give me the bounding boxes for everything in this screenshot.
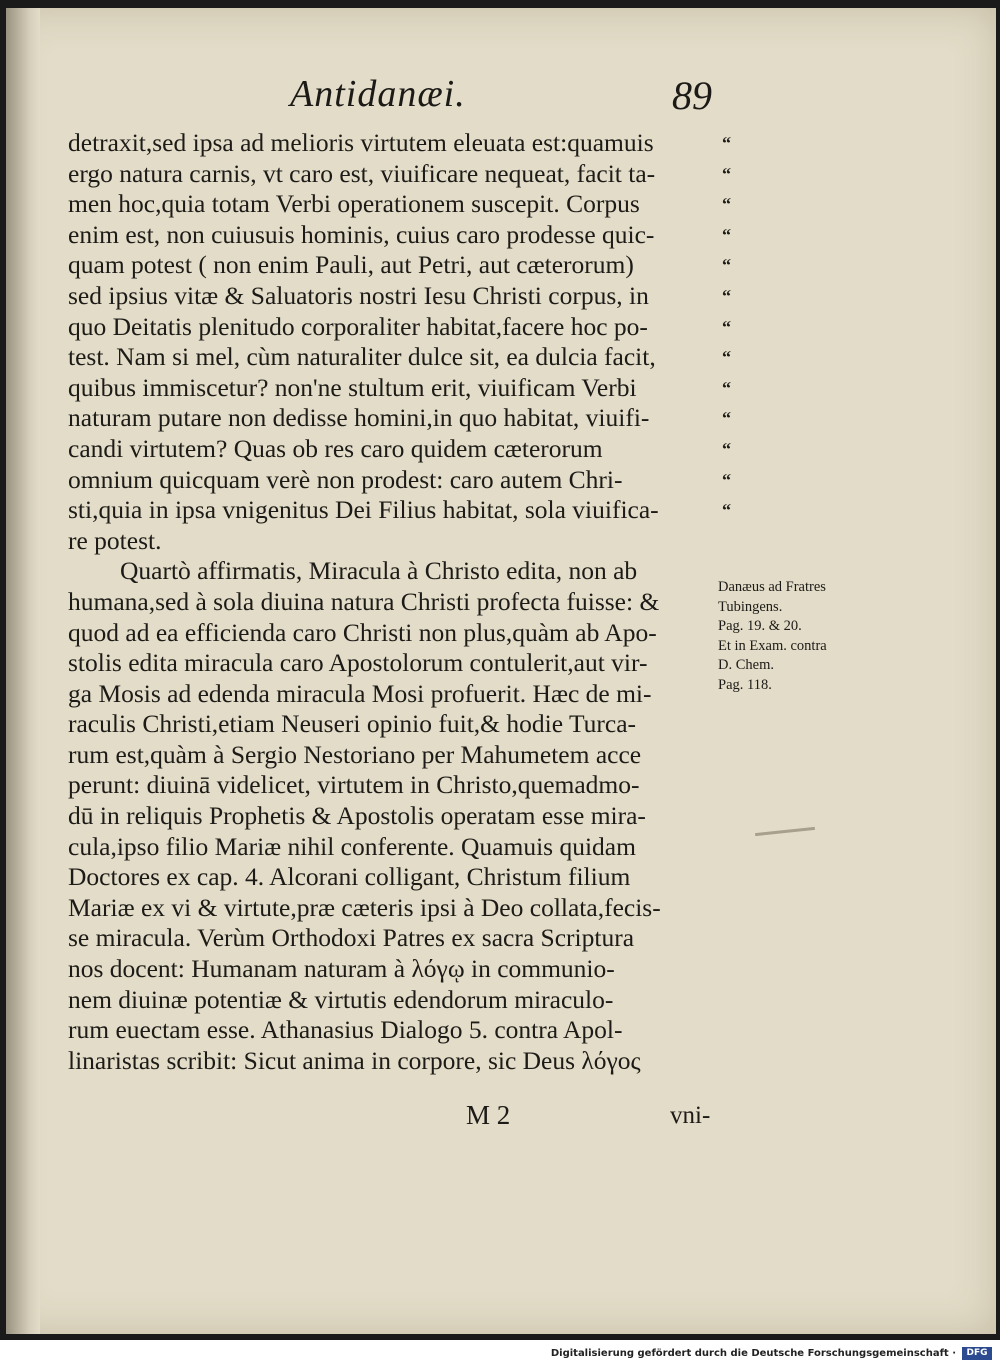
text-line: se miracula. Verùm Orthodoxi Patres ex sacra Scriptura <box>68 923 635 953</box>
digitization-credit-bar <box>0 1340 1000 1366</box>
marginal-note-line: Tubingens. <box>718 598 783 615</box>
main-text-block <box>68 128 718 1076</box>
quote-mark: “ <box>722 224 731 245</box>
text-line: raculis Christi,etiam Neuseri opinio fuit,& hodie Turca- <box>68 709 636 739</box>
text-line: nos docent: Humanam naturam à λόγῳ in communio- <box>68 954 615 984</box>
text-line: Mariæ ex vi & virtute,præ cæteris ipsi à Deo collata,fecis- <box>68 892 661 922</box>
text-line: test. Nam si mel, cùm naturaliter dulce sit, ea dulcia facit, <box>68 342 656 372</box>
text-line: ga Mosis ad edenda miracula Mosi profuerit. Hæc de mi- <box>68 678 652 708</box>
quote-mark: “ <box>722 500 731 521</box>
quote-mark: “ <box>722 469 731 490</box>
text-line: quod ad ea efficienda caro Christi non plus,quàm ab Apo- <box>68 617 657 647</box>
quote-mark: “ <box>722 255 731 276</box>
text-line: humana,sed à sola diuina natura Christi profecta fuisse: & <box>68 586 660 616</box>
quote-mark: “ <box>722 194 731 215</box>
text-line: quibus immiscetur? non'ne stultum erit, viuificam Verbi <box>68 372 637 402</box>
marginal-note-line: Pag. 19. & 20. <box>718 618 802 634</box>
quotation-marks-column <box>722 128 746 526</box>
quote-mark: “ <box>722 408 731 429</box>
credit-text: Digitalisierung gefördert durch die Deutsche Forschungsgemeinschaft · <box>550 1348 956 1359</box>
quote-mark: “ <box>722 133 731 153</box>
page-header <box>0 72 990 132</box>
text-line: naturam putare non dedisse homini,in quo habitat, viuifi- <box>68 403 650 433</box>
catchword: vni- <box>670 1102 711 1129</box>
text-line: linaristas scribit: Sicut anima in corpore, sic Deus λόγος <box>68 1045 641 1075</box>
signature-mark: M 2 <box>466 1100 511 1130</box>
marginal-note <box>718 578 888 695</box>
quote-mark: “ <box>722 163 731 184</box>
marginal-note-line: Danæus ad Fratres <box>718 579 826 595</box>
running-title: Antidanæi. <box>290 73 466 115</box>
text-line: sed ipsius vitæ & Saluatoris nostri Iesu Christi corpus, in <box>68 280 649 310</box>
quote-mark: “ <box>722 377 731 398</box>
page-number: 89 <box>672 73 712 118</box>
text-line: Quartò affirmatis, Miracula à Christo edita, non ab <box>120 556 638 586</box>
text-line: dū in reliquis Prophetis & Apostolis operatam esse mira- <box>68 801 646 831</box>
quote-mark: “ <box>722 438 731 459</box>
text-line: rum euectam esse. Athanasius Dialogo 5. contra Apol- <box>68 1015 623 1045</box>
text-line: quam potest ( non enim Pauli, aut Petri, aut cæterorum) <box>68 250 634 280</box>
text-line: Doctores ex cap. 4. Alcorani colligant, Christum filium <box>68 862 631 892</box>
marginal-note-line: Et in Exam. contra <box>718 637 827 654</box>
page-footer <box>0 1100 990 1140</box>
text-line: rum est,quàm à Sergio Nestoriano per Mahumetem acce <box>68 739 642 769</box>
quote-mark: “ <box>722 285 731 306</box>
text-line: candi virtutem? Quas ob res caro quidem cæterorum <box>68 433 603 463</box>
text-line: enim est, non cuiusuis hominis, cuius caro prodesse quic- <box>68 219 655 249</box>
text-line: quo Deitatis plenitudo corporaliter habitat,facere hoc po- <box>68 311 648 341</box>
marginal-note-line: Pag. 118. <box>718 676 772 693</box>
text-line: re potest. <box>68 525 162 555</box>
text-line: omnium quicquam verè non prodest: caro autem Chri- <box>68 464 623 494</box>
text-line: men hoc,quia totam Verbi operationem suscepit. Corpus <box>68 189 640 219</box>
text-line: perunt: diuinā videlicet, virtutem in Christo,quemadmo- <box>68 770 640 800</box>
quote-mark: “ <box>722 347 731 368</box>
text-line: stolis edita miracula caro Apostolorum contulerit,aut vir- <box>68 648 648 678</box>
quote-mark: “ <box>722 316 731 337</box>
text-line: cula,ipso filio Mariæ nihil conferente. Quamuis quidam <box>68 831 636 861</box>
marginal-note-line: D. Chem. <box>718 657 774 673</box>
text-line: detraxit,sed ipsa ad melioris virtutem eleuata est:quamuis <box>68 128 654 157</box>
text-line: sti,quia in ipsa vnigenitus Dei Filius habitat, sola viuifica- <box>68 495 659 525</box>
dfg-logo-icon: DFG <box>962 1347 992 1360</box>
text-line: ergo natura carnis, vt caro est, viuificare nequeat, facit ta- <box>68 158 656 188</box>
text-line: nem diuinæ potentiæ & virtutis edendorum miraculo- <box>68 984 614 1014</box>
